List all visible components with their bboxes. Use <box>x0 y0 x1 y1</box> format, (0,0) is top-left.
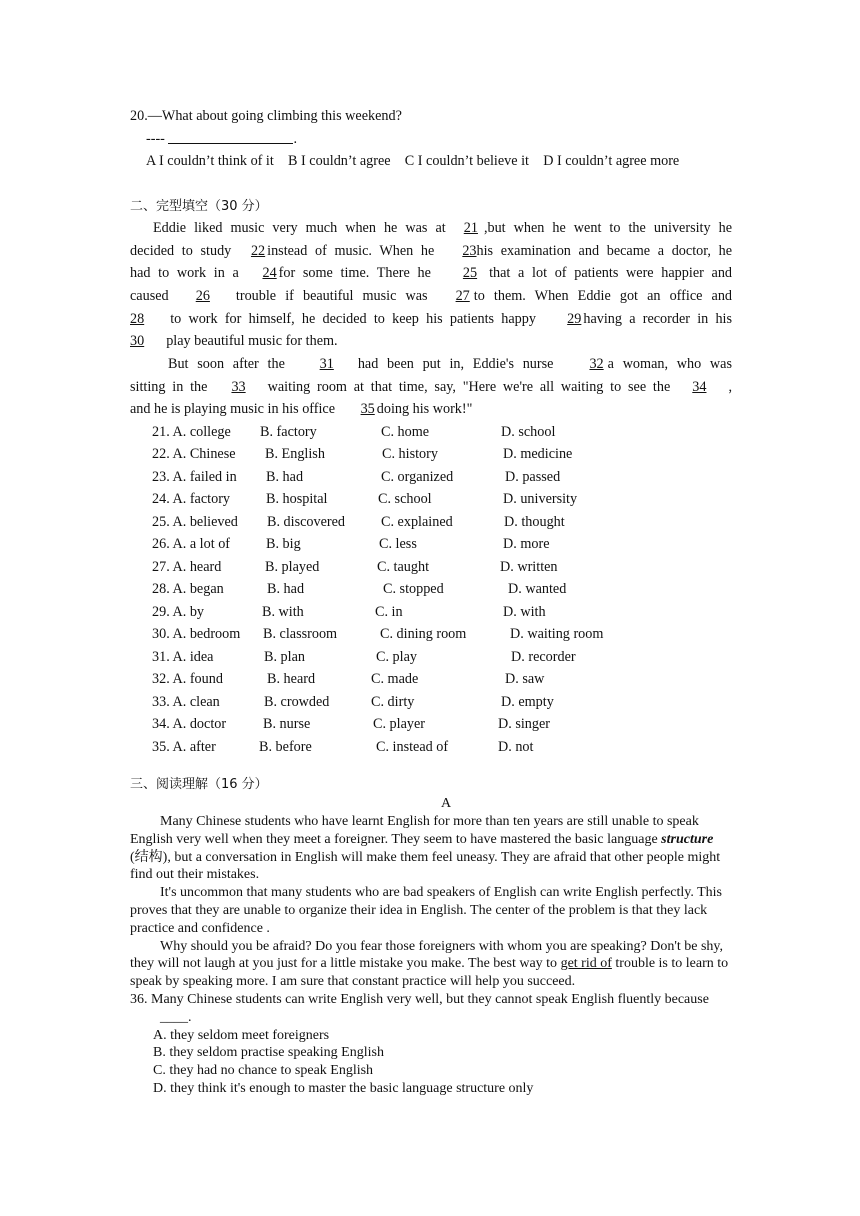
cloze-line-5: 28 to work for himself, he decided to keep his patients happy 29 having a recorder in his <box>130 311 733 327</box>
q20-option-d[interactable]: D I couldn’t agree more <box>543 153 680 169</box>
option-23-c[interactable]: C. organized <box>381 469 454 485</box>
option-31-a[interactable]: 31. A. idea <box>152 649 214 665</box>
term-structure: structure <box>661 831 714 847</box>
option-23-a[interactable]: 23. A. failed in <box>152 469 237 485</box>
option-27-b[interactable]: B. played <box>265 559 320 575</box>
question-36-option-d[interactable]: D. they think it's enough to master the basic language structure only <box>153 1080 534 1096</box>
cloze-blank-33[interactable]: 33 <box>231 379 246 395</box>
cloze-blank-25[interactable]: 25 <box>462 265 478 281</box>
option-35-a[interactable]: 35. A. after <box>152 739 216 755</box>
cloze-blank-34[interactable]: 34 <box>692 379 707 395</box>
option-24-a[interactable]: 24. A. factory <box>152 491 231 507</box>
cloze-blank-31[interactable]: 31 <box>319 356 334 372</box>
q20-options <box>146 150 679 173</box>
option-32-a[interactable]: 32. A. found <box>152 671 223 687</box>
option-26-b[interactable]: B. big <box>266 536 301 552</box>
option-34-a[interactable]: 34. A. doctor <box>152 716 227 732</box>
passage-label: A <box>441 796 452 811</box>
option-28-c[interactable]: C. stopped <box>383 581 444 597</box>
q20-answer-line <box>146 128 297 151</box>
option-27-c[interactable]: C. taught <box>377 559 430 575</box>
question-36-option-b[interactable]: B. they seldom practise speaking English <box>153 1045 384 1061</box>
question-36-stem: 36. Many Chinese students can write English very well, but they cannot speak English fluently because ____. <box>130 991 709 1025</box>
option-31-d[interactable]: D. recorder <box>511 649 576 665</box>
option-34-b[interactable]: B. nurse <box>263 716 311 732</box>
q20-option-a[interactable]: A I couldn’t think of it <box>146 153 274 169</box>
option-35-d[interactable]: D. not <box>498 739 534 755</box>
option-26-d[interactable]: D. more <box>503 536 550 552</box>
option-32-c[interactable]: C. made <box>371 671 419 687</box>
option-30-d[interactable]: D. waiting room <box>510 626 604 642</box>
cloze-line-8: sitting in the 33 waiting room at that time, say, "Here we're all waiting to see the 34 , <box>130 379 733 395</box>
option-22-c[interactable]: C. history <box>382 446 438 462</box>
cloze-blank-27[interactable]: 27 <box>455 288 470 304</box>
option-21-d[interactable]: D. school <box>501 424 556 440</box>
cloze-line-7: But soon after the 31 had been put in, Eddie's nurse 32 a woman, who was <box>168 356 732 372</box>
reading-passage-a <box>130 813 730 1098</box>
option-25-a[interactable]: 25. A. believed <box>152 514 238 530</box>
option-26-a[interactable]: 26. A. a lot of <box>152 536 231 552</box>
q20-prompt: ---- <box>146 131 165 147</box>
cloze-line-2: decided to study 22 instead of music. When he 23his examination and became a doctor, he <box>130 243 733 259</box>
section2-title: 二、完型填空（30 分） <box>130 199 268 214</box>
option-31-b[interactable]: B. plan <box>264 649 305 665</box>
option-25-c[interactable]: C. explained <box>381 514 453 530</box>
cloze-line-6: 30 play beautiful music for them. <box>130 333 338 349</box>
option-28-d[interactable]: D. wanted <box>508 581 567 597</box>
phrase-get-rid-of: get rid of <box>560 956 612 972</box>
option-21-b[interactable]: B. factory <box>260 424 317 440</box>
question-36-option-a[interactable]: A. they seldom meet foreigners <box>153 1027 330 1043</box>
cloze-blank-29[interactable]: 29 <box>567 311 582 327</box>
cloze-blank-28[interactable]: 28 <box>130 311 145 327</box>
option-23-b[interactable]: B. had <box>266 469 304 485</box>
cloze-blank-32[interactable]: 32 <box>589 356 604 372</box>
option-25-d[interactable]: D. thought <box>504 514 565 530</box>
q20-question: 20.—What about going climbing this weekend? <box>130 108 402 124</box>
option-33-a[interactable]: 33. A. clean <box>152 694 220 710</box>
cloze-blank-26[interactable]: 26 <box>195 288 210 304</box>
option-34-d[interactable]: D. singer <box>498 716 551 732</box>
cloze-line-1: Eddie liked music very much when he was at 21 ,but when he went to the university he <box>153 220 732 236</box>
option-24-d[interactable]: D. university <box>503 491 578 507</box>
q20-option-b[interactable]: B I couldn’t agree <box>288 153 391 169</box>
option-29-b[interactable]: B. with <box>262 604 304 620</box>
option-28-b[interactable]: B. had <box>267 581 305 597</box>
option-22-b[interactable]: B. English <box>265 446 325 462</box>
option-24-b[interactable]: B. hospital <box>266 491 328 507</box>
cloze-blank-30[interactable]: 30 <box>130 333 145 349</box>
paragraph-1: Many Chinese students who have learnt English for more than ten years are still unable to speak English very well when they meet a foreigner. They seem to have mastered the basic language structure (结构), but a conversation in English will make them feel uneasy. They are afraid that other people might find out their mistakes. <box>130 814 721 883</box>
option-32-b[interactable]: B. heard <box>267 671 316 687</box>
option-35-c[interactable]: C. instead of <box>376 739 449 755</box>
cloze-line-3: had to work in a 24 for some time. There he 25 that a lot of patients were happier and <box>130 265 733 281</box>
cloze-line-9: and he is playing music in his office 35 doing his work!" <box>130 401 473 417</box>
option-30-c[interactable]: C. dining room <box>380 626 467 642</box>
cloze-blank-22[interactable]: 22 <box>250 243 266 259</box>
option-32-d[interactable]: D. saw <box>505 671 545 687</box>
question-36-option-c[interactable]: C. they had no chance to speak English <box>153 1063 374 1079</box>
paragraph-3: Why should you be afraid? Do you fear those foreigners with whom you are speaking? Don't be shy, they will not laugh at you just for a little mistake you make. The best way to get rid of trouble is to learn to speak by speaking more. I am sure that constant practice will help you succeed. <box>130 938 729 990</box>
option-29-d[interactable]: D. with <box>503 604 546 620</box>
option-35-b[interactable]: B. before <box>259 739 312 755</box>
option-31-c[interactable]: C. play <box>376 649 417 665</box>
option-23-d[interactable]: D. passed <box>505 469 561 485</box>
cloze-line-4: caused 26 trouble if beautiful music was 27 to them. When Eddie got an office and <box>130 288 733 304</box>
option-27-a[interactable]: 27. A. heard <box>152 559 222 575</box>
q20-blank[interactable] <box>168 129 293 144</box>
option-25-b[interactable]: B. discovered <box>267 514 346 530</box>
option-33-d[interactable]: D. empty <box>501 694 554 710</box>
option-30-a[interactable]: 30. A. bedroom <box>152 626 241 642</box>
option-29-c[interactable]: C. in <box>375 604 403 620</box>
option-33-b[interactable]: B. crowded <box>264 694 330 710</box>
option-29-a[interactable]: 29. A. by <box>152 604 205 620</box>
option-33-c[interactable]: C. dirty <box>371 694 415 710</box>
option-22-d[interactable]: D. medicine <box>503 446 573 462</box>
option-21-c[interactable]: C. home <box>381 424 430 440</box>
option-24-c[interactable]: C. school <box>378 491 432 507</box>
option-26-c[interactable]: C. less <box>379 536 417 552</box>
option-30-b[interactable]: B. classroom <box>263 626 338 642</box>
cloze-blank-35[interactable]: 35 <box>360 401 375 417</box>
cloze-blank-23[interactable]: 23 <box>462 243 477 259</box>
cloze-blank-21[interactable]: 21 <box>463 220 478 236</box>
option-22-a[interactable]: 22. A. Chinese <box>152 446 236 462</box>
option-27-d[interactable]: D. written <box>500 559 558 575</box>
cloze-blank-24[interactable]: 24 <box>262 265 277 281</box>
section3-title: 三、阅读理解（16 分） <box>130 777 268 792</box>
paragraph-2: It's uncommon that many students who are bad speakers of English can write English perfectly. This proves that they are unable to organize their idea in English. The center of the problem is that they lack practice and confidence . <box>130 885 723 936</box>
option-21-a[interactable]: 21. A. college <box>152 424 231 440</box>
option-28-a[interactable]: 28. A. began <box>152 581 224 597</box>
q20-option-c[interactable]: C I couldn’t believe it <box>404 153 529 169</box>
option-34-c[interactable]: C. player <box>373 716 426 732</box>
q20-period: . <box>293 131 297 147</box>
